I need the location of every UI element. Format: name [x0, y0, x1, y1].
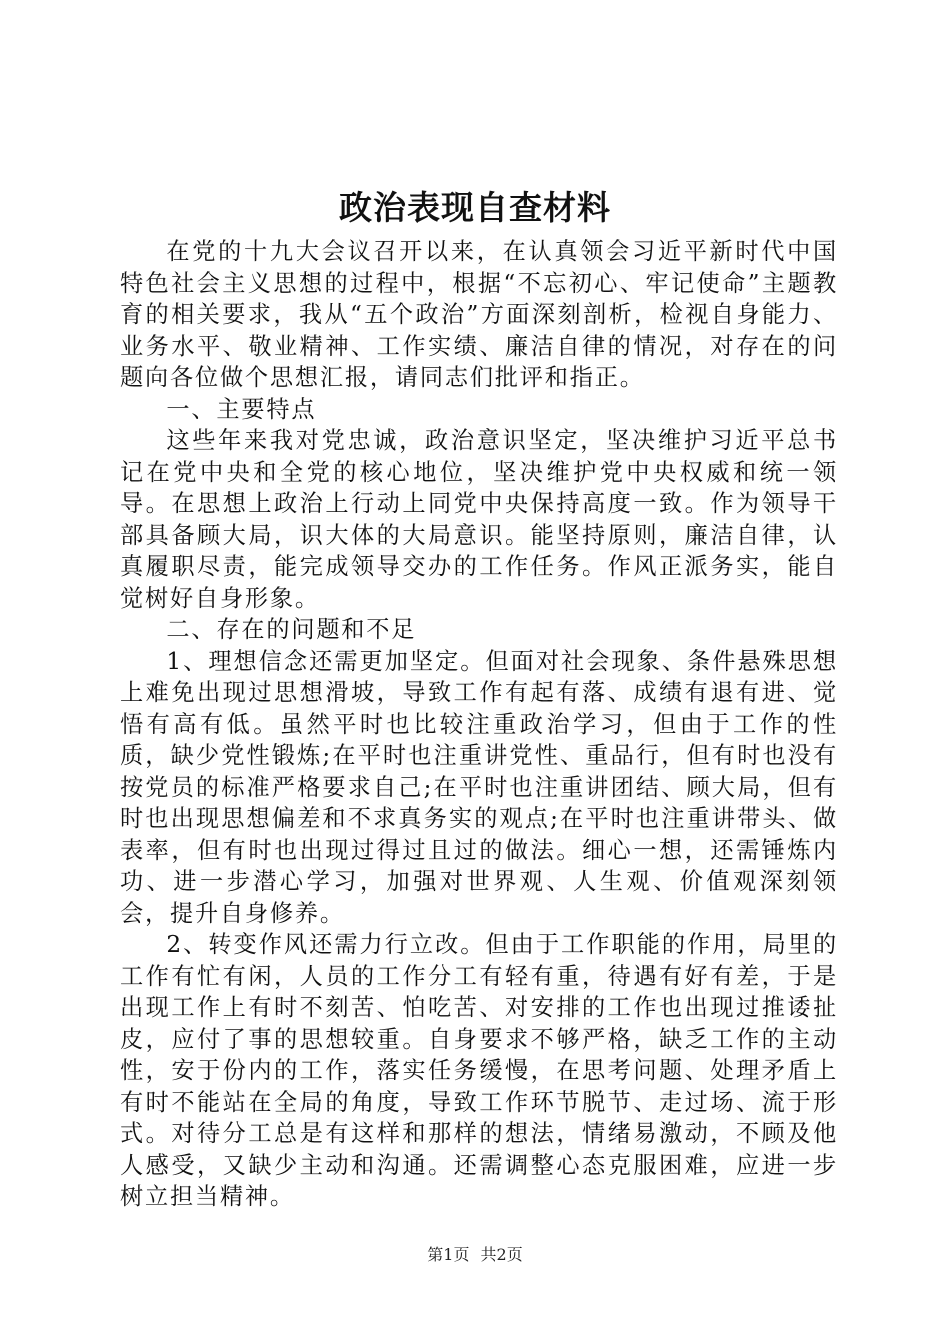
section-heading-problems: 二、存在的问题和不足: [166, 616, 417, 643]
paragraph-problem-1: 1、理想信念还需更加坚定。但面对社会现象、条件悬殊思想上难免出现过思想滑坡，导致工作有起有落、成绩有退有进、觉悟有高有低。虽然平时也比较注重政治学习，但由于工作的性质，缺少党性锻炼;在平时也注重讲党性、重品行，但有时也没有按党员的标准严格要求自己;在平时也注重讲团结、顾大局，但有时也出现思想偏差和不求真务实的观点;在平时也注重讲带头、做表率，但有时也出现过得过且过的做法。细心一想，还需锤炼内功、进一步潜心学习，加强对世界观、人生观、价值观深刻领会，提升自身修养。: [120, 647, 838, 927]
section-heading-features: 一、主要特点: [166, 395, 317, 423]
paragraph-intro: 在党的十九大会议召开以来，在认真领会习近平新时代中国特色社会主义思想的过程中，根据“不忘初心、牢记使命”主题教育的相关要求，我从“五个政治”方面深刻剖析，检视自身能力、业务水平、敬业精神、工作实绩、廉洁自律的情况，对存在的问题向各位做个思想汇报，请同志们批评和指正。: [120, 238, 838, 391]
document-title: 政治表现自查材料: [339, 188, 611, 227]
document-body: [120, 236, 838, 1213]
page-footer: [0, 1244, 950, 1266]
page-number: 第1页: [427, 1245, 470, 1264]
paragraph-problem-2: 2、转变作风还需力行立改。但由于工作职能的作用，局里的工作有忙有闲，人员的工作分工有轻有重，待遇有好有差，于是出现工作上有时不刻苦、怕吃苦、对安排的工作也出现过推诿扯皮，应付了事的思想较重。自身要求不够严格，缺乏工作的主动性，安于份内的工作，落实任务缓慢，在思考问题、处理矛盾上有时不能站在全局的角度，导致工作环节脱节、走过场、流于形式。对待分工总是有这样和那样的想法，情绪易激动，不顾及他人感受，又缺少主动和沟通。还需调整心态克服困难，应进一步树立担当精神。: [120, 931, 838, 1210]
paragraph-features: 这些年来我对党忠诚，政治意识坚定，坚决维护习近平总书记在党中央和全党的核心地位，坚决维护党中央权威和统一领导。在思想上政治上行动上同党中央保持高度一致。作为领导干部具备顾大局，识大体的大局意识。能坚持原则，廉洁自律，认真履职尽责，能完成领导交办的工作任务。作风正派务实，能自觉树好自身形象。: [120, 427, 838, 612]
page-total: 共2页: [480, 1245, 523, 1264]
